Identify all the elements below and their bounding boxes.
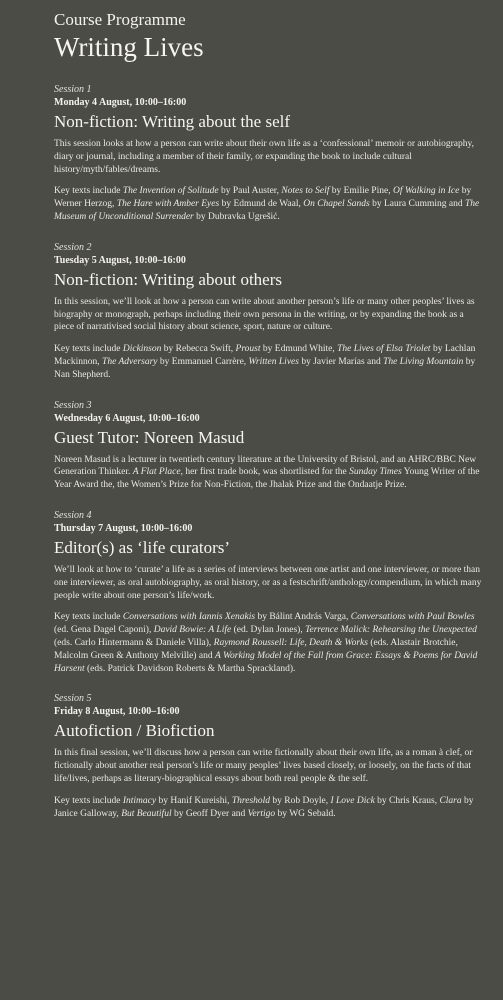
session-description <box>54 747 483 785</box>
book-title: Terrence Malick: Rehearsing the Unexpected <box>305 625 477 636</box>
session-4 <box>54 510 483 675</box>
text-run: (eds. Alastair Brotchie, Malcolm Green & Anthony Melville) and <box>54 637 458 661</box>
session-description <box>54 138 483 176</box>
book-title: The Museum of Unconditional Surrender <box>54 199 480 222</box>
text-run: by Javier Marías and <box>298 356 384 367</box>
book-title: Notes to Self <box>281 186 330 197</box>
session-key-texts <box>54 343 483 381</box>
session-date: Thursday 7 August, 10:00–16:00 <box>54 522 193 534</box>
book-title: I Love Dick <box>330 795 375 806</box>
text-run: by Paul Auster, <box>218 186 282 197</box>
book-title: The Hare with Amber Eyes <box>116 199 220 210</box>
session-title: Non-fiction: Writing about the self <box>54 112 291 131</box>
text-run: by Emmanuel Carrère, <box>157 356 249 367</box>
book-title: Threshold <box>231 795 271 806</box>
text-run: Key texts include <box>54 612 123 623</box>
session-2 <box>54 242 483 382</box>
text-run: In this session, we’ll look at how a person can write about another person’s life or many other peoples’ lives as biography or monograph, perhaps including their own persona in the writing, or by expanding the book as a piece of narrativised social history about science, sport, nature or culture. <box>54 296 475 333</box>
session-3 <box>54 400 483 492</box>
text-run: In this final session, we’ll discuss how a person can write fictionally about their own life, as a roman à clef, or fictionally about another real person’s life or many peoples’ lives based closely, or loosely, on the facts of that life/lives, perhaps as literary-biographical essays about both real people & the self. <box>54 748 473 784</box>
page-title: Writing Lives <box>54 32 204 62</box>
session-number: Session 4 <box>54 509 92 521</box>
session-description <box>54 296 483 334</box>
book-title: Proust <box>235 344 261 355</box>
book-title: Sunday Times <box>349 467 402 478</box>
text-run: Key texts include <box>54 186 123 197</box>
book-title: Intimacy <box>122 795 157 806</box>
book-title: David Bowie: A Life <box>153 625 232 636</box>
book-title: Dickinson <box>122 344 162 355</box>
text-run: by Edmund de Waal, <box>219 199 304 210</box>
book-title: Conversations with Paul Bowles <box>350 612 475 623</box>
book-title: Of Walking in Ice <box>392 186 460 197</box>
text-run: by Laura Cumming and <box>369 199 465 210</box>
programme-kicker: Course Programme <box>54 10 186 29</box>
text-run: by Dubravka Ugrešić. <box>193 211 280 222</box>
book-title: The Adversary <box>102 356 158 367</box>
text-run: (eds. Carlo Hintermann & Daniele Villa), <box>54 637 214 648</box>
text-run: by Janice Galloway, <box>54 795 474 819</box>
text-run: We’ll look at how to ‘curate’ a life as a series of interviews between one artist and one interviewer, or more than one interviewer, as oral autobiography, as oral history, or as a festschrift/anthology/compendium, in which many people write about one person’s life/work. <box>54 564 482 601</box>
text-run: by Bálint András Varga, <box>255 612 351 623</box>
session-title: Guest Tutor: Noreen Masud <box>54 427 245 447</box>
text-run: by Geoff Dyer and <box>171 808 248 819</box>
session-key-texts <box>54 185 483 223</box>
session-number: Session 1 <box>54 84 92 95</box>
session-key-texts <box>54 795 483 821</box>
text-run: , her first trade book, was shortlisted for the <box>180 467 350 478</box>
text-run: (eds. Patrick Davidson Roberts & Martha Sprackland). <box>84 663 296 674</box>
session-title: Editor(s) as ‘life curators’ <box>54 537 231 557</box>
text-run: Key texts include <box>54 344 123 355</box>
session-title: Non-fiction: Writing about others <box>54 269 282 289</box>
session-number: Session 2 <box>54 241 92 253</box>
text-run: Key texts include <box>54 795 123 806</box>
text-run: (ed. Gena Dagel Caponi), <box>54 625 154 636</box>
session-1 <box>54 84 483 224</box>
text-run: by WG Sebald. <box>275 808 336 819</box>
book-title: The Invention of Solitude <box>122 186 219 197</box>
text-run: by Lachlan Mackinnon, <box>54 344 476 367</box>
session-number: Session 5 <box>54 693 92 705</box>
text-run: by Rebecca Swift, <box>161 344 236 355</box>
book-title: Written Lives <box>248 356 299 367</box>
book-title: Clara <box>439 795 462 806</box>
text-run: by Werner Herzog, <box>54 186 472 210</box>
text-run: This session looks at how a person can write about their own life as a ‘confessional’ memoir or autobiography, diary or journal, including a member of their family, or expanding the book to include cultural history/myth/fables/dreams. <box>54 139 475 175</box>
text-run: by Nan Shepherd. <box>54 356 476 380</box>
session-date: Tuesday 5 August, 10:00–16:00 <box>54 254 186 266</box>
text-run: Young Writer of the Year Award the, the Women’s Prize for Non-Fiction, the Jhalak Prize and the Ondaatje Prize. <box>54 467 480 491</box>
book-title: Conversations with Iannis Xenakis <box>122 612 256 623</box>
book-title: A Flat Place <box>132 467 181 478</box>
text-run: by Hanif Kureishi, <box>156 795 232 806</box>
session-number: Session 3 <box>54 399 92 411</box>
book-title: The Living Mountain <box>383 356 464 367</box>
sessions-list <box>54 84 483 820</box>
book-title: Vertigo <box>247 808 276 819</box>
session-date: Wednesday 6 August, 10:00–16:00 <box>54 412 200 424</box>
book-title: On Chapel Sands <box>303 199 370 210</box>
session-5 <box>54 693 483 820</box>
text-run: (ed. Dylan Jones), <box>231 625 306 636</box>
session-key-texts <box>54 611 483 675</box>
text-run: by Rob Doyle, <box>270 795 331 806</box>
text-run: Noreen Masud is a lecturer in twentieth century literature at the University of Bristol, and an AHRC/BBC New Generation Thinker. <box>54 454 477 478</box>
session-title: Autofiction / Biofiction <box>54 721 215 741</box>
book-title: Raymond Roussell: Life, Death & Works <box>213 637 368 648</box>
text-run: by Emilie Pine, <box>329 186 393 197</box>
session-description <box>54 454 483 492</box>
book-title: The Lives of Elsa Triolet <box>337 344 431 355</box>
text-run: by Edmund White, <box>260 344 338 355</box>
book-title: But Beautiful <box>121 808 172 819</box>
text-run: by Chris Kraus, <box>374 795 440 806</box>
session-date: Friday 8 August, 10:00–16:00 <box>54 706 180 718</box>
session-date: Monday 4 August, 10:00–16:00 <box>54 97 187 108</box>
session-description <box>54 564 483 602</box>
book-title: A Working Model of the Fall from Grace: Essays & Poems for David Harsent <box>54 650 478 674</box>
